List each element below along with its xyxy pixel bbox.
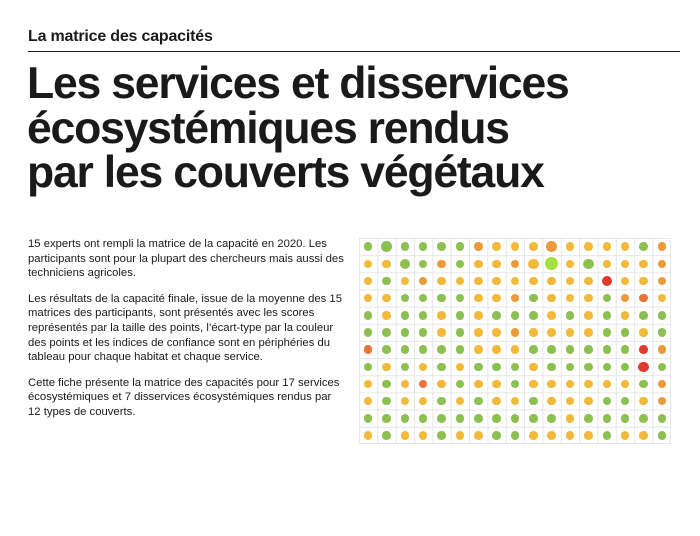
matrix-dot — [566, 328, 575, 337]
paragraph-intro: 15 experts ont rempli la matrice de la capacité en 2020. Les participants sont pour la plupart des chercheurs mais aussi des techniciens agricoles. — [28, 238, 344, 280]
matrix-dot — [364, 328, 373, 337]
matrix-dot — [511, 363, 520, 372]
matrix-dot — [419, 277, 428, 286]
matrix-dot — [401, 414, 410, 423]
matrix-dot — [401, 242, 410, 251]
matrix-dot — [511, 328, 520, 337]
matrix-dot — [529, 380, 538, 389]
paragraph-scope: Cette fiche présente la matrice des capacités pour 17 services écosystémiques et 7 disservices écosystémiques rendus par 12 types de couverts. — [28, 376, 340, 418]
capacity-matrix — [359, 238, 671, 444]
matrix-dot — [621, 277, 630, 286]
matrix-dot — [474, 414, 483, 423]
matrix-dot — [566, 414, 575, 423]
matrix-dot — [511, 414, 520, 423]
matrix-dot — [511, 277, 520, 286]
matrix-dot — [364, 260, 373, 269]
matrix-dot — [492, 380, 501, 389]
matrix-dot — [639, 277, 648, 286]
matrix-dot — [658, 397, 667, 406]
matrix-dot — [401, 277, 410, 286]
matrix-dot — [456, 363, 465, 372]
matrix-dot — [419, 431, 428, 440]
matrix-dot — [511, 260, 520, 269]
matrix-dot — [382, 363, 391, 372]
matrix-dot — [584, 277, 593, 286]
matrix-dot — [639, 414, 648, 423]
title-line: Les services et disservices — [27, 59, 569, 108]
matrix-dot — [364, 414, 373, 423]
matrix-dot — [474, 328, 483, 337]
section-divider — [28, 51, 680, 52]
matrix-dot — [401, 431, 410, 440]
matrix-dot — [547, 345, 556, 354]
matrix-dot — [547, 397, 556, 406]
matrix-dot — [456, 328, 465, 337]
matrix-dot — [658, 311, 667, 320]
matrix-dot — [658, 431, 667, 440]
matrix-dot — [437, 260, 446, 269]
matrix-dot — [437, 294, 446, 303]
matrix-dot — [603, 260, 612, 269]
matrix-dot — [621, 380, 630, 389]
matrix-dot — [437, 242, 446, 251]
matrix-dot — [382, 380, 391, 389]
matrix-dot — [401, 397, 410, 406]
matrix-dot — [658, 380, 667, 389]
matrix-dot — [529, 397, 538, 406]
matrix-dot — [638, 362, 649, 373]
matrix-dot — [382, 431, 391, 440]
matrix-dot — [621, 345, 630, 354]
matrix-dot — [456, 380, 465, 389]
matrix-dot — [546, 241, 557, 252]
matrix-dot — [529, 311, 538, 320]
matrix-dot — [382, 311, 391, 320]
section-label: La matrice des capacités — [28, 28, 213, 45]
matrix-dot — [621, 414, 630, 423]
matrix-dot — [456, 277, 465, 286]
matrix-dot — [639, 431, 648, 440]
matrix-dot — [401, 311, 410, 320]
matrix-dot — [545, 257, 558, 270]
matrix-dot — [419, 242, 428, 251]
matrix-dot — [382, 414, 391, 423]
matrix-dot — [364, 311, 373, 320]
title-line: écosystémiques rendus — [27, 103, 509, 153]
matrix-dot — [511, 380, 520, 389]
matrix-dot — [437, 345, 446, 354]
matrix-dot — [401, 328, 410, 337]
matrix-dot — [511, 311, 520, 320]
matrix-dot — [603, 414, 612, 423]
matrix-dot — [584, 431, 593, 440]
paragraph-results: Les résultats de la capacité finale, issue de la moyenne des 15 matrices des participants, sont présentés avec les scores représentés par la taille des points, l’écart-type par la couleur des points et les indices de confiance sont en périphéries du tableau pour chaque habitat et chaque service. — [28, 292, 342, 364]
matrix-dot — [492, 294, 501, 303]
matrix-dot — [456, 311, 465, 320]
matrix-dot — [584, 311, 593, 320]
matrix-dot — [511, 397, 520, 406]
matrix-dot — [492, 345, 501, 354]
matrix-dot — [437, 311, 446, 320]
matrix-dot — [382, 345, 391, 354]
matrix-dot — [492, 397, 501, 406]
matrix-dot — [474, 345, 483, 354]
matrix-dot — [603, 294, 612, 303]
matrix-dot — [474, 294, 483, 303]
matrix-dot — [547, 414, 556, 423]
matrix-dot — [419, 260, 428, 269]
body-text — [28, 237, 344, 431]
matrix-dot — [584, 397, 593, 406]
matrix-dot — [621, 242, 630, 251]
matrix-dot — [492, 363, 501, 372]
matrix-dot — [566, 380, 575, 389]
matrix-dot — [456, 260, 465, 269]
matrix-dot — [621, 363, 630, 372]
matrix-dot — [400, 259, 411, 270]
matrix-dot — [474, 431, 483, 440]
matrix-dot — [419, 414, 428, 423]
matrix-dot — [547, 363, 556, 372]
matrix-dot — [566, 242, 575, 251]
matrix-dot — [566, 363, 575, 372]
matrix-dot — [603, 311, 612, 320]
matrix-dot — [401, 363, 410, 372]
matrix-dot — [584, 414, 593, 423]
matrix-dot — [364, 345, 373, 354]
matrix-dot — [382, 294, 391, 303]
page-title — [27, 59, 677, 197]
matrix-dot — [382, 260, 391, 269]
matrix-dot — [364, 363, 373, 372]
matrix-dot — [474, 397, 483, 406]
matrix-dot — [639, 328, 648, 337]
matrix-dot — [437, 397, 446, 406]
matrix-dot — [621, 397, 630, 406]
matrix-dot — [419, 363, 428, 372]
matrix-dot — [529, 363, 538, 372]
matrix-dot — [603, 345, 612, 354]
matrix-dot — [658, 345, 667, 354]
matrix-dot — [456, 242, 465, 251]
matrix-dot — [456, 431, 465, 440]
matrix-dot — [419, 380, 428, 389]
matrix-dot — [419, 397, 428, 406]
matrix-dot — [437, 328, 446, 337]
matrix-dot — [511, 345, 520, 354]
matrix-dot — [474, 311, 483, 320]
matrix-dot — [621, 294, 630, 303]
matrix-dot — [547, 277, 556, 286]
matrix-dot — [511, 242, 520, 251]
matrix-dot — [511, 294, 520, 303]
matrix-dot — [492, 328, 501, 337]
matrix-dot — [602, 276, 613, 287]
matrix-dot — [364, 242, 373, 251]
matrix-dot — [382, 277, 391, 286]
matrix-dot — [584, 328, 593, 337]
matrix-dot — [437, 363, 446, 372]
matrix-dot — [658, 242, 667, 251]
matrix-dot — [566, 311, 575, 320]
matrix-dot — [381, 241, 392, 252]
matrix-dot — [603, 242, 612, 251]
matrix-dot — [658, 294, 667, 303]
matrix-dot — [658, 414, 667, 423]
matrix-dot — [566, 431, 575, 440]
matrix-dot — [492, 414, 501, 423]
matrix-dot — [364, 277, 373, 286]
matrix-dot — [474, 260, 483, 269]
matrix-dot — [658, 363, 667, 372]
matrix-dot — [401, 345, 410, 354]
matrix-dot — [584, 380, 593, 389]
matrix-dot — [419, 294, 428, 303]
matrix-dot — [364, 380, 373, 389]
title-line: par les couverts végétaux — [27, 148, 544, 197]
matrix-dot — [566, 345, 575, 354]
matrix-dot — [492, 431, 501, 440]
matrix-dot — [437, 414, 446, 423]
matrix-dot — [639, 260, 648, 269]
matrix-dot — [529, 294, 538, 303]
matrix-dot — [456, 414, 465, 423]
matrix-dot — [658, 277, 667, 286]
matrix-dot — [584, 363, 593, 372]
matrix-dot — [584, 345, 593, 354]
matrix-dot — [529, 431, 538, 440]
matrix-dot — [583, 259, 594, 270]
matrix-dot — [621, 328, 630, 337]
matrix-dot — [547, 311, 556, 320]
matrix-dot — [492, 242, 501, 251]
matrix-dot — [382, 397, 391, 406]
matrix-dot — [456, 345, 465, 354]
matrix-dot — [566, 260, 575, 269]
matrix-dot — [364, 397, 373, 406]
matrix-dot — [492, 311, 501, 320]
matrix-dot — [639, 397, 648, 406]
matrix-dot — [529, 328, 538, 337]
matrix-dot — [474, 242, 483, 251]
matrix-dot — [474, 277, 483, 286]
matrix-dot — [529, 345, 538, 354]
matrix-dot — [621, 311, 630, 320]
matrix-dot — [456, 397, 465, 406]
matrix-dot — [474, 363, 483, 372]
matrix-dot — [639, 294, 648, 303]
matrix-dot — [419, 328, 428, 337]
matrix-dot — [456, 294, 465, 303]
matrix-dot — [566, 294, 575, 303]
matrix-dot — [492, 260, 501, 269]
matrix-dot — [547, 431, 556, 440]
matrix-dot — [528, 259, 539, 270]
matrix-dot — [603, 431, 612, 440]
matrix-dot — [639, 242, 648, 251]
matrix-dot — [566, 277, 575, 286]
matrix-dot — [603, 397, 612, 406]
matrix-dot — [547, 294, 556, 303]
matrix-dot — [603, 328, 612, 337]
matrix-dot — [639, 311, 648, 320]
matrix-dot — [566, 397, 575, 406]
matrix-dot — [382, 328, 391, 337]
matrix-dot — [437, 431, 446, 440]
matrix-dot — [419, 345, 428, 354]
matrix-dot — [621, 260, 630, 269]
matrix-dot — [603, 363, 612, 372]
matrix-dot — [584, 294, 593, 303]
matrix-dot — [401, 380, 410, 389]
matrix-dot — [364, 294, 373, 303]
matrix-dot — [621, 431, 630, 440]
matrix-dot — [492, 277, 501, 286]
matrix-dot — [658, 260, 667, 269]
matrix-dot — [639, 345, 648, 354]
matrix-dot — [529, 414, 538, 423]
matrix-dot — [511, 431, 520, 440]
matrix-dot — [658, 328, 667, 337]
matrix-dot — [401, 294, 410, 303]
matrix-dot — [603, 380, 612, 389]
matrix-dot — [529, 277, 538, 286]
matrix-dot — [419, 311, 428, 320]
matrix-dot — [547, 328, 556, 337]
matrix-dot — [547, 380, 556, 389]
matrix-dot — [437, 277, 446, 286]
matrix-dot — [437, 380, 446, 389]
matrix-dot — [529, 242, 538, 251]
matrix-dot — [584, 242, 593, 251]
matrix-dot — [639, 380, 648, 389]
matrix-dot — [364, 431, 373, 440]
matrix-dot — [474, 380, 483, 389]
